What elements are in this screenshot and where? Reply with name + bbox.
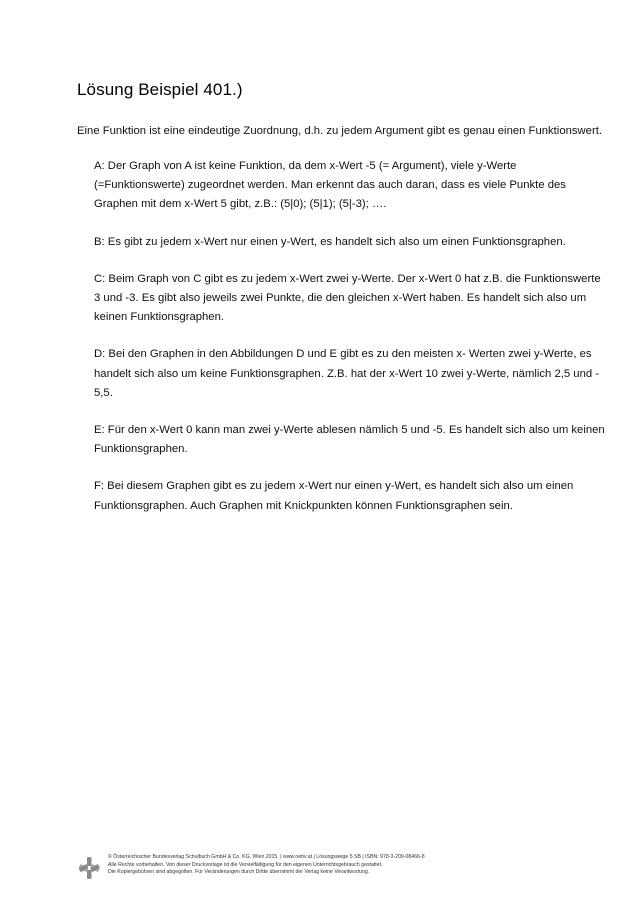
footer-line: Die Kopiergebühren sind abgegolten. Für Veränderungen durch Dritte übernimmt der Verlag keine Verantwortung. bbox=[108, 869, 370, 875]
answer-list bbox=[94, 157, 605, 534]
oebv-star-logo-icon bbox=[78, 856, 100, 880]
footer-text bbox=[108, 854, 528, 877]
answer-line: B: Es gibt zu jedem x-Wert nur einen y-Wert, es handelt sich also um einen Funktionsgraphen. bbox=[94, 235, 566, 248]
answer-f bbox=[94, 477, 594, 515]
answer-line: keinen Funktionsgraphen. bbox=[94, 311, 225, 324]
answer-line: handelt sich also um keine Funktionsgraphen. Z.B. hat der x-Wert 10 zwei y-Werte, nämlich 2,5 und - bbox=[94, 367, 600, 380]
answer-line: 3 und -3. Es gibt also jeweils zwei Punkte, die den gleichen x-Wert haben. Es handelt sich also um bbox=[94, 292, 587, 305]
answer-line: 5,5. bbox=[94, 386, 113, 399]
answer-line: (=Funktionswerte) zugeordnet werden. Man erkennt das auch daran, dass es viele Punkte des bbox=[94, 179, 566, 192]
footer-line: © Österreichischer Bundesverlag Schulbuch GmbH & Co. KG, Wien 2015. | www.oebv.at | Lösungswege 5 SB | ISBN: 978-3-209-08466-8 bbox=[108, 854, 425, 860]
answer-b bbox=[94, 233, 594, 252]
answer-line: F: Bei diesem Graphen gibt es zu jedem x-Wert nur einen y-Wert, es handelt sich also um einen bbox=[94, 480, 574, 493]
answer-line: Graphen mit dem x-Wert 5 gibt, z.B.: (5|0); (5|1); (5|-3); …. bbox=[94, 198, 387, 211]
answer-line: Funktionsgraphen. bbox=[94, 443, 188, 456]
page-title: Lösung Beispiel 401.) bbox=[77, 80, 243, 99]
answer-c bbox=[94, 270, 601, 328]
answer-line: C: Beim Graph von C gibt es zu jedem x-Wert zwei y-Werte. Der x-Wert 0 hat z.B. die Funktionswerte bbox=[94, 272, 601, 285]
page-footer bbox=[78, 854, 578, 884]
intro-paragraph: Eine Funktion ist eine eindeutige Zuordnung, d.h. zu jedem Argument gibt es genau einen Funktionswert. bbox=[77, 125, 603, 137]
answer-line: Funktionsgraphen. Auch Graphen mit Knickpunkten können Funktionsgraphen sein. bbox=[94, 499, 513, 512]
answer-line: D: Bei den Graphen in den Abbildungen D und E gibt es zu den meisten x- Werten zwei y-Werte, es bbox=[94, 348, 592, 361]
answer-a bbox=[94, 157, 594, 215]
answer-e bbox=[94, 421, 605, 459]
answer-line: A: Der Graph von A ist keine Funktion, da dem x-Wert -5 (= Argument), viele y-Werte bbox=[94, 160, 517, 172]
answer-line: E: Für den x-Wert 0 kann man zwei y-Werte ablesen nämlich 5 und -5. Es handelt sich also um keinen bbox=[94, 424, 605, 437]
answer-d bbox=[94, 345, 600, 403]
footer-line: Alle Rechte vorbehalten. Von dieser Druckvorlage ist die Vervielfältigung für den eigenen Unterrichtsgebrauch gestattet. bbox=[108, 861, 383, 868]
